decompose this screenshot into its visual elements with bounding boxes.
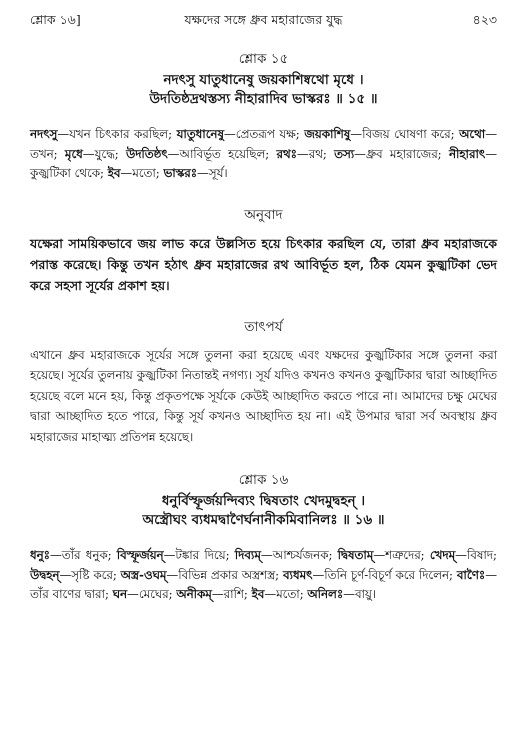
- verse-15-synonyms: [30, 125, 497, 184]
- synonym-word: খেদম্: [429, 548, 456, 562]
- synonym-meaning: —বায়ু।: [343, 587, 377, 601]
- verse-16-synonyms: [30, 546, 497, 605]
- verse-16-line-2: অস্ত্রৌঘং ব্যধমদ্বাণৈর্ঘনানীকমিবানিলঃ ॥ ১৬ ॥: [142, 512, 385, 528]
- synonym-word: ধনুঃ: [30, 548, 50, 562]
- synonym-word: উদ্বহন্: [30, 567, 60, 582]
- synonym-word: নীহারাৎ: [448, 146, 486, 161]
- synonym-meaning: —বিজয় ঘোষণা করে;: [350, 127, 460, 141]
- synonym-meaning: —সূর্য।: [197, 166, 228, 180]
- synonym-word: ব্যধমৎ: [282, 567, 313, 582]
- synonym-meaning: —রথ;: [296, 146, 335, 161]
- synonym-word: ঘন: [112, 587, 128, 601]
- synonym-word: তস্য: [334, 146, 355, 161]
- synonym-word: ভাস্করঃ: [163, 166, 197, 180]
- synonym-word: দ্বিষতাম্: [337, 548, 374, 562]
- header-verse-ref: শ্লোক ১৬]: [30, 12, 81, 27]
- synonym-word: মৃধে: [64, 146, 83, 161]
- synonym-word: অথো: [459, 127, 486, 141]
- translation-title: অনুবাদ: [244, 206, 283, 223]
- verse-15-line-1: নদৎসু যাতুধানেষু জয়কাশিষ্বথো মৃধে ।: [163, 72, 364, 88]
- synonym-meaning: —যখন চিৎকার করছিল;: [57, 127, 177, 141]
- synonym-meaning: —কুজ্ঝটিকা থেকে;: [30, 146, 497, 180]
- purport-text: এখানে ধ্রুব মহারাজকে সূর্যের সঙ্গে তুলনা করা হয়েছে এবং যক্ষদের কুজ্ঝটিকার সঙ্গে তুলনা করা হয়েছে। সূর্যের তুলনায় কুজ্ঝটিকা নিতান্তই নগণ্য। সূর্য যদিও কখনও কখনও কুজ্ঝটিকার দ্বারা আচ্ছাদিত হয়েছে বলে মনে হয়, কিন্তু প্রকৃতপক্ষে সূর্যকে কেউই আচ্ছাদিত করতে পারে না। আমাদের চক্ষু মেঘের দ্বারা আচ্ছাদিত হতে পারে, কিন্তু সূর্য কখনও আচ্ছাদিত হয় না। এই উপমার দ্বারা সর্ব অবস্থায় ধ্রুব মহারাজের মাহাত্ম্য প্রতিপন্ন হয়েছে।: [30, 347, 497, 444]
- synonym-meaning: —বিষাদ;: [455, 548, 497, 562]
- synonym-word: বিস্ফূর্জয়ন্: [116, 548, 164, 562]
- synonym-meaning: —আবির্ভূত হয়েছিল;: [167, 146, 277, 161]
- synonym-meaning: —রাশি;: [211, 587, 252, 601]
- synonym-meaning: —তখন;: [30, 127, 497, 161]
- synonym-meaning: —টঙ্কার দিয়ে;: [163, 548, 235, 562]
- synonym-meaning: —যুদ্ধে;: [82, 146, 127, 161]
- synonym-meaning: —বিভিন্ন প্রকার অস্ত্রশস্ত্র;: [166, 567, 283, 582]
- verse-15: [30, 48, 497, 109]
- synonym-meaning: —মতো;: [264, 587, 308, 601]
- synonym-word: দিব্যম্: [234, 548, 261, 562]
- synonym-word: জয়কাশিষু: [304, 127, 351, 141]
- synonym-word: ইব: [251, 587, 265, 601]
- verse-15-heading: শ্লোক ১৫: [238, 51, 289, 67]
- synonym-word: নদৎসু: [30, 127, 58, 141]
- synonym-word: উদতিষ্ঠৎ: [126, 146, 168, 161]
- verse-16: [30, 469, 497, 530]
- synonym-word: বাণৈঃ: [456, 567, 486, 582]
- header-chapter-title: যক্ষদের সঙ্গে ধ্রুব মহারাজের যুদ্ধ: [184, 12, 343, 27]
- synonym-meaning: —আশ্চর্যজনক;: [260, 548, 338, 562]
- verse-16-heading: শ্লোক ১৬: [238, 472, 289, 488]
- page-header: [30, 12, 497, 42]
- verse-15-line-2: উদতিষ্ঠদ্রথস্তস্য নীহারাদিব ভাস্করঃ ॥ ১৫ ॥: [149, 91, 378, 107]
- verse-16-line-1: ধনুর্বিস্ফূর্জয়ন্দিব্যং দ্বিষতাং খেদমুদ্বহন্ ।: [161, 493, 366, 509]
- translation-text: যক্ষেরা সাময়িকভাবে জয় লাভ করে উল্লসিত হয়ে চিৎকার করছিল যে, তারা ধ্রুব মহারাজকে পরাস্ত করেছে। কিন্তু তখন হঠাৎ ধ্রুব মহারাজের রথ আবির্ভূত হল, ঠিক যেমন কুজ্ঝটিকা ভেদ করে সহসা সূর্যের প্রকাশ হয়।: [30, 235, 497, 293]
- synonym-word: অনীকম্: [176, 587, 212, 601]
- synonym-meaning: —তিনি চূর্ণ-বিচূর্ণ করে দিলেন;: [312, 567, 457, 582]
- purport-title: তাৎপর্য: [244, 318, 283, 335]
- synonym-meaning: —ধ্রুব মহারাজের;: [354, 146, 449, 161]
- synonym-meaning: —সৃষ্টি করে;: [59, 567, 121, 582]
- synonym-word: ইব: [107, 166, 121, 180]
- synonym-meaning: —তাঁর ধনুক;: [49, 548, 117, 562]
- synonym-meaning: —শত্রুদের;: [373, 548, 430, 562]
- synonym-meaning: —মতো;: [120, 166, 164, 180]
- synonym-meaning: —প্রেতরূপ যক্ষ;: [223, 127, 305, 141]
- synonym-word: অস্ত্র-ওঘম্: [120, 567, 167, 582]
- book-page: [0, 12, 523, 735]
- synonym-word: রথঃ: [276, 146, 297, 161]
- synonym-word: যাতুধানেষু: [176, 127, 224, 141]
- synonym-meaning: —মেঘের;: [127, 587, 177, 601]
- synonym-meaning: —তাঁর বাণের দ্বারা;: [30, 567, 498, 601]
- synonym-word: অনিলঃ: [307, 587, 344, 601]
- header-page-number: ৪২৩: [472, 12, 497, 27]
